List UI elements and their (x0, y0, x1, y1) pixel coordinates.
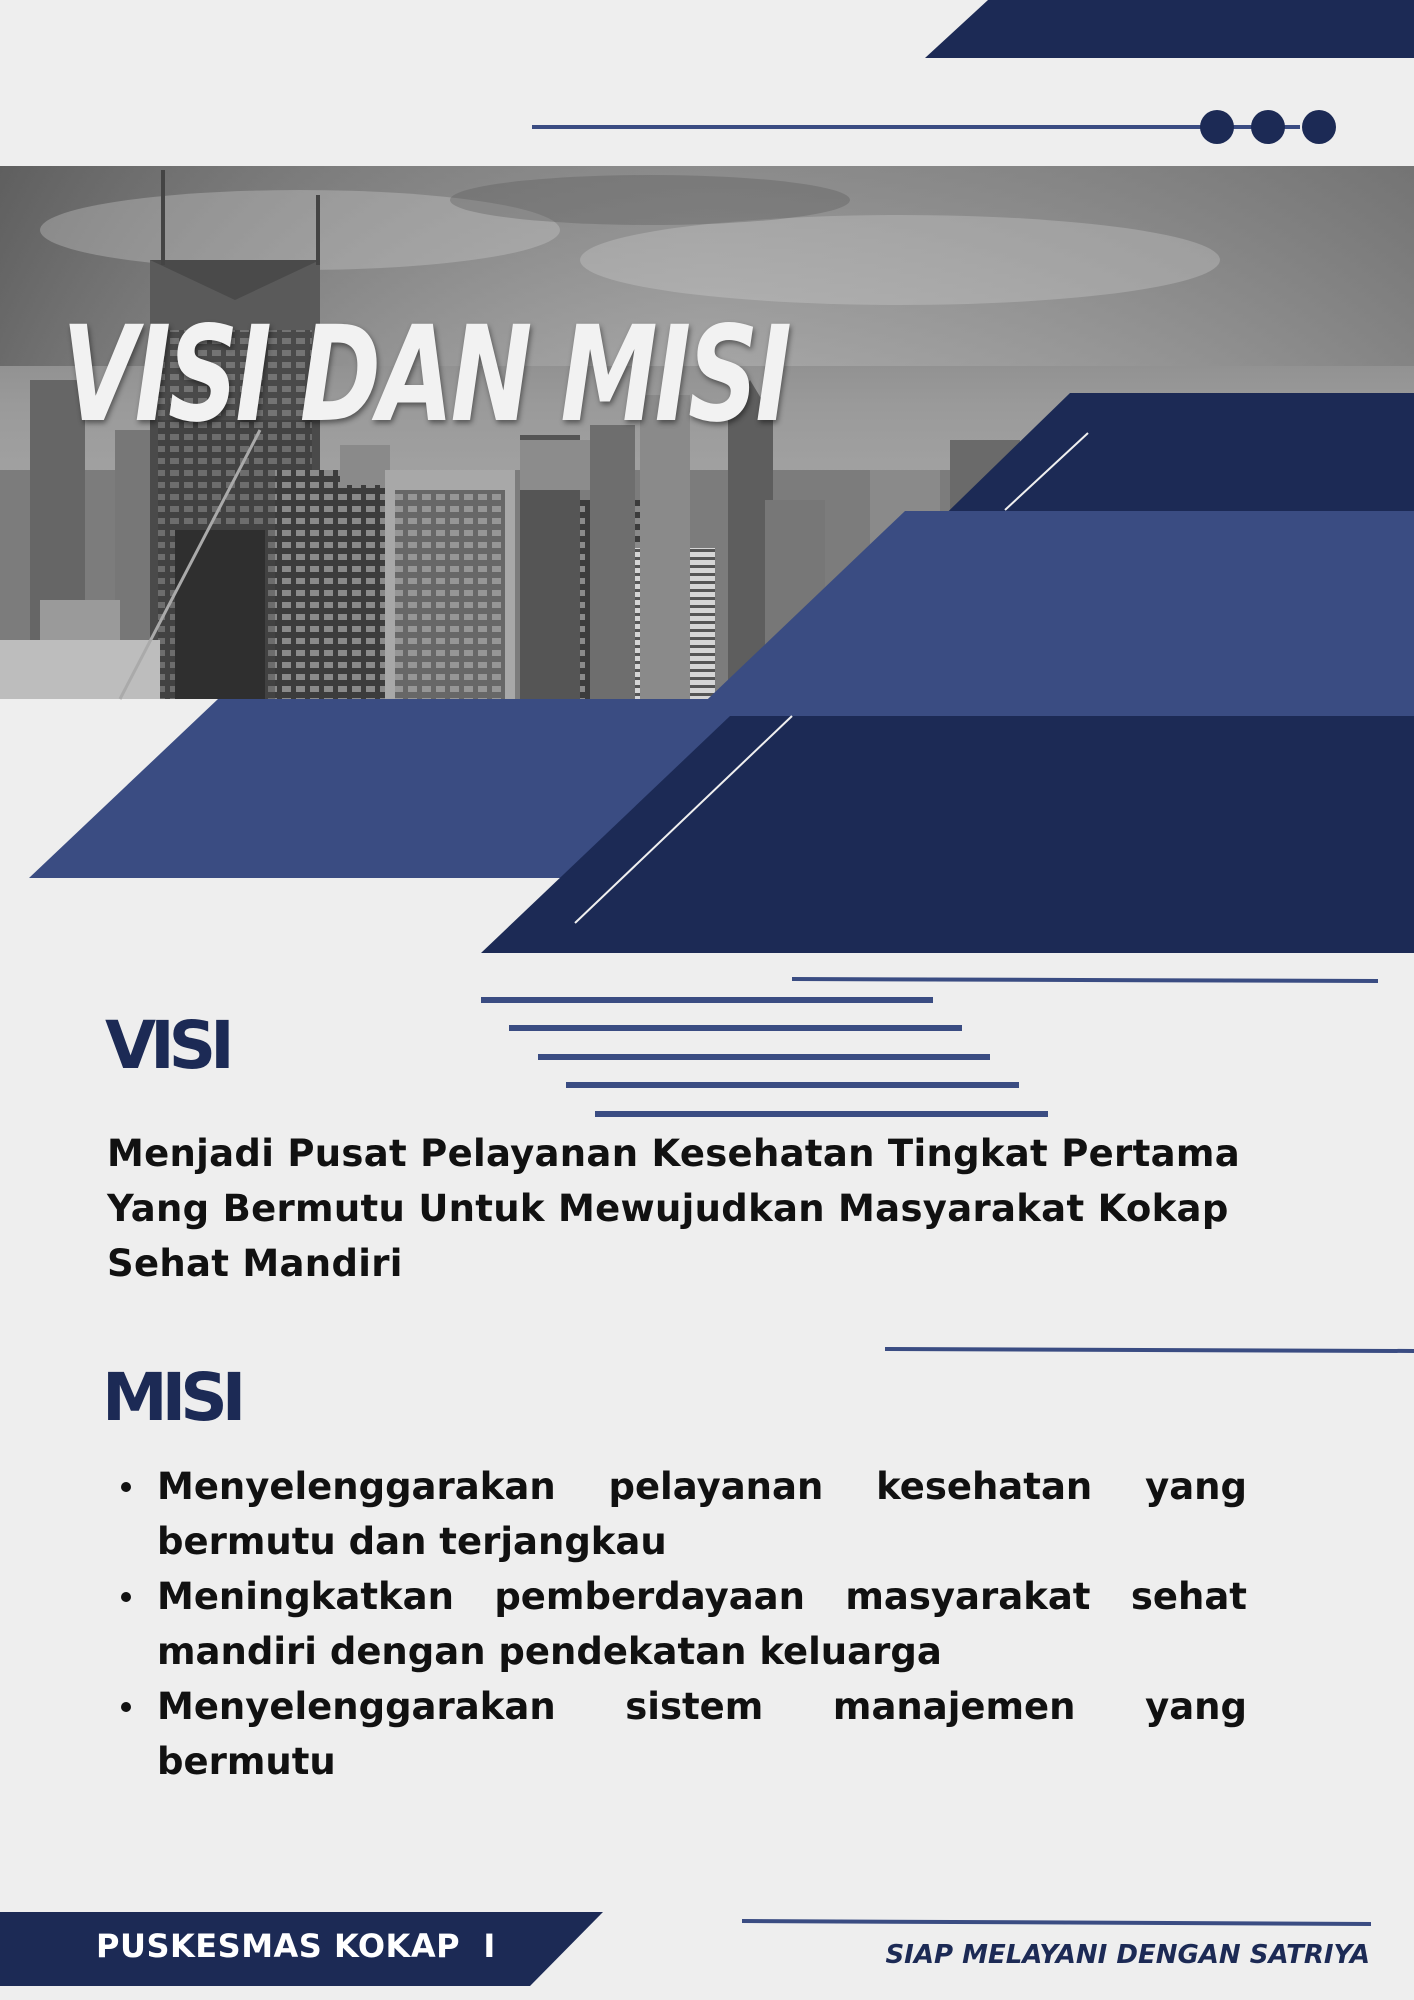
hero-title: VISI DAN MISI (62, 298, 789, 452)
section-divider (885, 1349, 1414, 1351)
visi-heading: VISI (105, 1007, 229, 1084)
misi-item-text: Meningkatkan pemberdayaan masyarakat sehat mandiri dengan pendekatan keluarga (157, 1575, 1247, 1673)
misi-item-text: Menyelenggarakan sistem manajemen yang bermutu (157, 1685, 1247, 1783)
list-item (107, 1569, 1247, 1679)
top-right-band (925, 0, 1414, 58)
dot-icon (1200, 110, 1234, 144)
misi-heading: MISI (102, 1359, 241, 1436)
misi-list (107, 1459, 1247, 1789)
stacked-lines (481, 979, 1378, 1114)
dot-icon (1251, 110, 1285, 144)
list-item (107, 1459, 1247, 1569)
list-item (107, 1679, 1247, 1789)
dot-icon (1302, 110, 1336, 144)
bullet-icon (121, 1482, 131, 1492)
misi-item-text: Menyelenggarakan pelayanan kesehatan yang bermutu dan terjangkau (157, 1465, 1247, 1563)
bullet-icon (121, 1592, 131, 1602)
footer-organization: PUSKESMAS KOKAP I (96, 1927, 496, 1965)
bullet-icon (121, 1702, 131, 1712)
visi-text: Menjadi Pusat Pelayanan Kesehatan Tingkat Pertama Yang Bermutu Untuk Mewujudkan Masyarakat Kokap Sehat Mandiri (107, 1132, 1240, 1285)
footer-rule (742, 1921, 1371, 1924)
footer-tagline: SIAP MELAYANI DENGAN SATRIYA (885, 1940, 1370, 1970)
